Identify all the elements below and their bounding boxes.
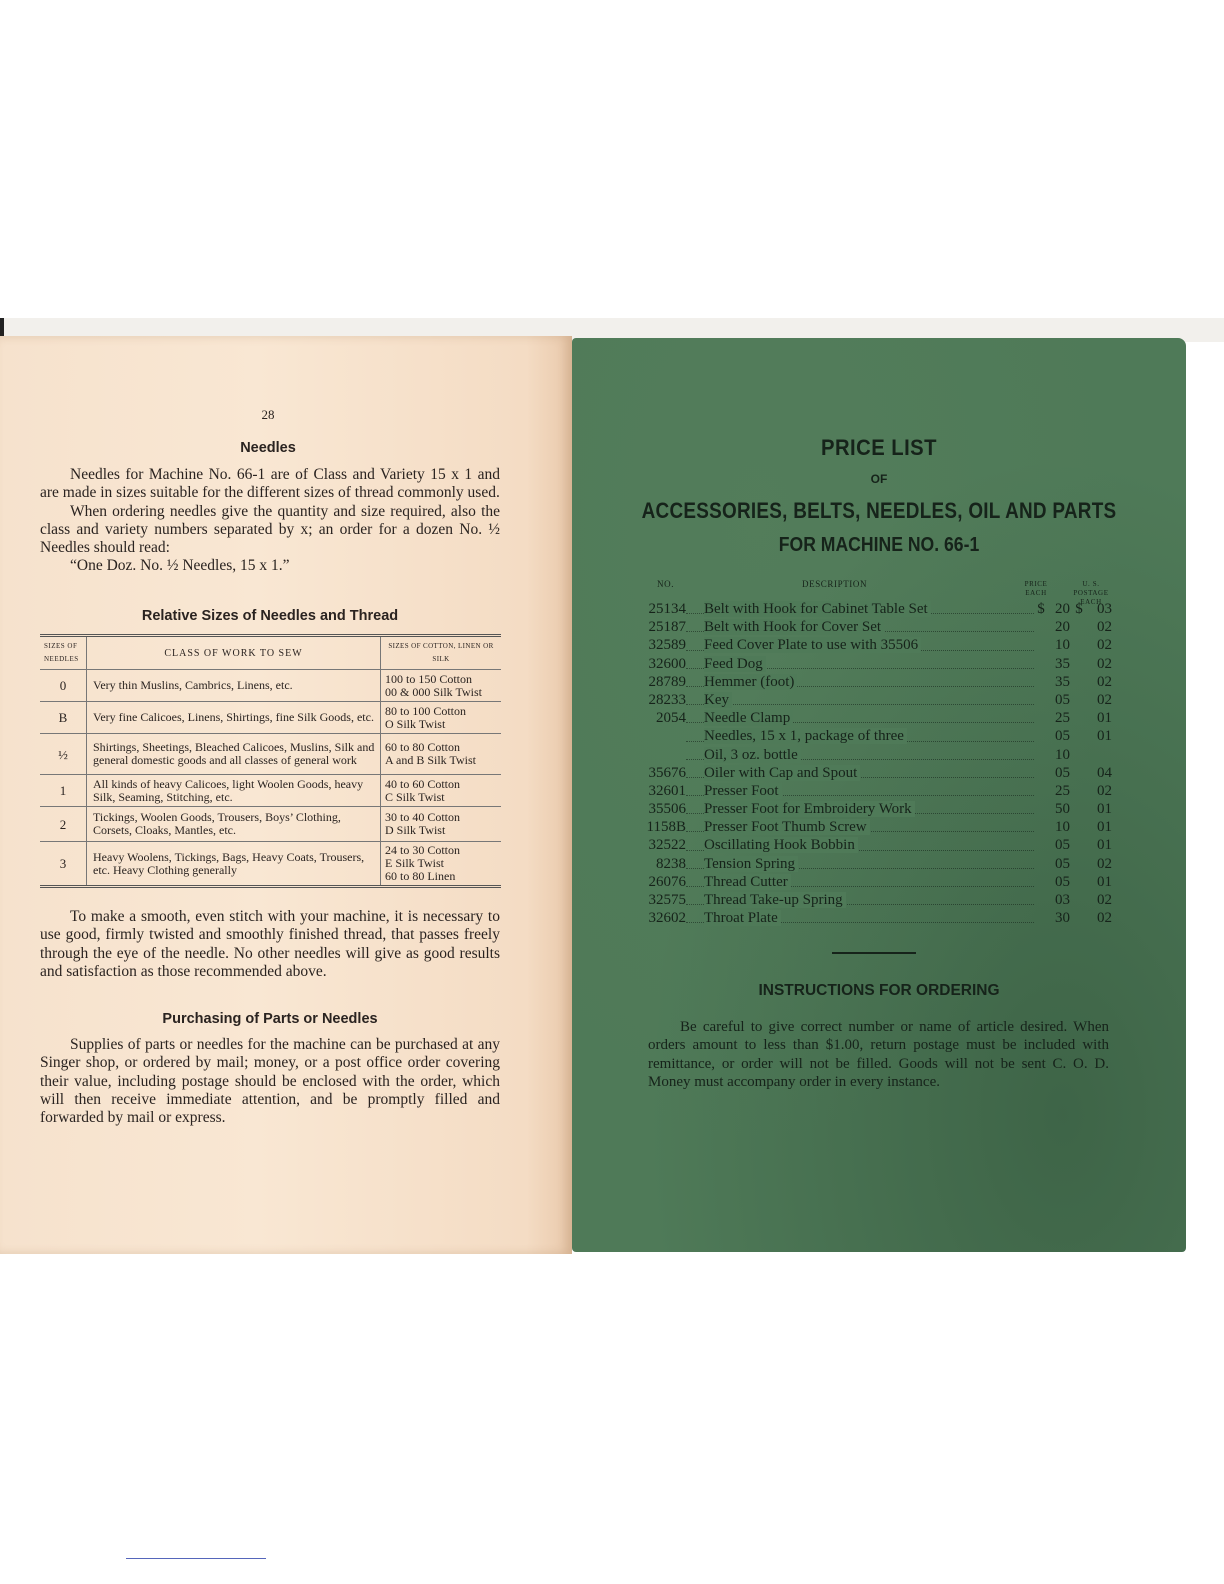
part-price: 05 xyxy=(1055,764,1070,781)
price-list-of: OF xyxy=(870,472,888,486)
table-row xyxy=(40,842,501,887)
price-dollar-sign xyxy=(1034,836,1048,854)
part-description: Presser Foot xyxy=(686,782,1034,800)
price-dollar-sign xyxy=(1034,764,1048,782)
postage-dollar-sign xyxy=(1070,836,1088,854)
part-number: 32522 xyxy=(648,837,686,854)
thread-sizes: 40 to 60 Cotton C Silk Twist xyxy=(381,775,502,807)
table-row xyxy=(40,734,501,775)
needle-size: 3 xyxy=(40,842,87,887)
part-number xyxy=(646,727,686,745)
thread-sizes: 60 to 80 Cotton A and B Silk Twist xyxy=(381,734,502,775)
column-header-price: PRICE EACH xyxy=(1024,580,1048,597)
needle-size: ½ xyxy=(40,734,87,775)
part-number: 35676 xyxy=(648,764,686,781)
part-number: 28233 xyxy=(648,691,686,708)
part-price: 25 xyxy=(1055,782,1070,799)
part-description: Throat Plate xyxy=(686,909,1034,927)
postage-dollar-sign xyxy=(1070,909,1088,927)
part-postage xyxy=(1088,746,1112,764)
part-postage: 01 xyxy=(1097,837,1112,854)
thread-sizes: 100 to 150 Cotton 00 & 000 Silk Twist xyxy=(381,670,502,702)
list-item xyxy=(646,836,1116,854)
part-postage: 01 xyxy=(1097,710,1112,727)
postage-dollar-sign xyxy=(1070,655,1088,673)
part-number: 28789 xyxy=(648,673,686,690)
price-dollar-sign xyxy=(1034,855,1048,873)
purchasing-text: Supplies of parts or needles for the machine can be purchased at any Singer shop, or ordered by mail; money, or a post office order covering their value, including postage should be enclosed with the order, which will then receive immediate attention, and be promptly filled and forwarded by mail or express. xyxy=(40,1036,500,1127)
part-price: 20 xyxy=(1055,619,1070,636)
heading-relative-sizes: Relative Sizes of Needles and Thread xyxy=(141,608,399,624)
purchasing-paragraph xyxy=(40,1036,500,1127)
list-item xyxy=(646,691,1116,709)
list-item xyxy=(646,818,1116,836)
intro-paragraph-2: When ordering needles give the quantity and size required, also the class and variety numbers separated by x; an order for a dozen No. ½ Needles should read: xyxy=(40,502,500,557)
price-dollar-sign xyxy=(1034,891,1048,909)
work-class: Very fine Calicoes, Linens, Shirtings, fine Silk Goods, etc. xyxy=(87,702,381,734)
needle-size: 1 xyxy=(40,775,87,807)
list-item xyxy=(646,600,1116,618)
left-page xyxy=(0,336,572,1254)
part-price: 10 xyxy=(1055,746,1070,763)
instructions-text: Be careful to give correct number or name of article desired. When orders amount to less than $1.00, return postage must be included with remittance, or order will not be filled. Goods will not be sent C. O. D. Money must accompany order in every instance. xyxy=(648,1019,1109,1090)
list-item xyxy=(646,709,1116,727)
intro-paragraph-3: “One Doz. No. ½ Needles, 15 x 1.” xyxy=(70,557,290,575)
price-dollar-sign xyxy=(1034,709,1048,727)
instructions-paragraph xyxy=(648,1018,1109,1091)
list-item xyxy=(646,764,1116,782)
price-dollar-sign: $ xyxy=(1037,601,1045,617)
list-item xyxy=(646,673,1116,691)
column-header-description: DESCRIPTION xyxy=(802,579,868,589)
list-item xyxy=(646,873,1116,891)
part-number: 32601 xyxy=(648,782,686,799)
price-dollar-sign xyxy=(1034,673,1048,691)
part-price: 50 xyxy=(1055,801,1070,818)
thread-sizes: 24 to 30 Cotton E Silk Twist 60 to 80 Linen xyxy=(381,842,502,887)
table-row xyxy=(40,670,501,702)
needle-size: 2 xyxy=(40,807,87,842)
part-number: 32575 xyxy=(648,892,686,908)
table-header-class: CLASS OF WORK TO SEW xyxy=(87,636,381,670)
postage-dollar-sign xyxy=(1070,855,1088,873)
right-page-price-list xyxy=(572,338,1186,1252)
postage-dollar-sign xyxy=(1070,673,1088,691)
needle-size: 0 xyxy=(40,670,87,702)
part-number: 8238 xyxy=(656,855,686,872)
list-item xyxy=(646,891,1116,909)
parts-list xyxy=(646,600,1116,927)
part-number: 32600 xyxy=(648,655,686,672)
section-divider xyxy=(832,952,916,954)
part-description: Belt with Hook for Cover Set xyxy=(686,618,1034,636)
work-class: Shirtings, Sheetings, Bleached Calicoes, Muslins, Silk and general domestic goods and all classes of general work xyxy=(87,734,381,775)
price-dollar-sign xyxy=(1034,636,1048,654)
table-header-sizes: SIZES OF NEEDLES xyxy=(40,636,87,670)
part-postage: 02 xyxy=(1097,782,1112,799)
part-number: 25187 xyxy=(648,619,686,636)
part-description: Hemmer (foot) xyxy=(686,673,1034,691)
part-description: Presser Foot Thumb Screw xyxy=(686,818,1034,836)
table-row xyxy=(40,702,501,734)
part-price: 05 xyxy=(1055,691,1070,708)
part-price: 10 xyxy=(1055,819,1070,836)
postage-dollar-sign xyxy=(1070,800,1088,818)
part-number: 2054 xyxy=(656,710,686,727)
postage-dollar-sign xyxy=(1070,873,1088,891)
part-number xyxy=(646,746,686,764)
part-price: 05 xyxy=(1055,837,1070,854)
footer-line xyxy=(126,1558,266,1559)
table-header-thread: SIZES OF COTTON, LINEN OR SILK xyxy=(381,636,502,670)
work-class: Tickings, Woolen Goods, Trousers, Boys’ Clothing, Corsets, Cloaks, Mantles, etc. xyxy=(87,807,381,842)
part-price: 30 xyxy=(1055,910,1070,927)
page-number: 28 xyxy=(261,407,275,422)
part-number: 35506 xyxy=(648,801,686,818)
price-dollar-sign xyxy=(1034,909,1048,927)
part-postage: 01 xyxy=(1097,873,1112,890)
part-price: 10 xyxy=(1055,637,1070,654)
price-dollar-sign xyxy=(1034,873,1048,891)
column-header-postage: U. S. POSTAGE EACH xyxy=(1073,580,1109,606)
needle-thread-table xyxy=(40,634,501,888)
postage-dollar-sign xyxy=(1070,891,1088,909)
price-list-title: PRICE LIST xyxy=(821,435,937,460)
thread-sizes: 30 to 40 Cotton D Silk Twist xyxy=(381,807,502,842)
part-postage: 02 xyxy=(1097,619,1112,636)
part-price: 20 xyxy=(1055,601,1070,617)
postage-dollar-sign xyxy=(1070,782,1088,800)
postage-dollar-sign xyxy=(1070,691,1088,709)
price-dollar-sign xyxy=(1034,746,1048,764)
list-item xyxy=(646,909,1116,927)
price-dollar-sign xyxy=(1034,691,1048,709)
postage-dollar-sign xyxy=(1070,618,1088,636)
table-row xyxy=(40,775,501,807)
list-item xyxy=(646,855,1116,873)
thread-sizes: 80 to 100 Cotton O Silk Twist xyxy=(381,702,502,734)
part-description: Belt with Hook for Cabinet Table Set xyxy=(686,600,1034,618)
work-class: Very thin Muslins, Cambrics, Linens, etc. xyxy=(87,670,381,702)
part-description: Key xyxy=(686,691,1034,709)
scan-edge-mark xyxy=(0,318,4,336)
part-postage: 02 xyxy=(1097,637,1112,654)
list-item xyxy=(646,655,1116,673)
instructions-heading: INSTRUCTIONS FOR ORDERING xyxy=(758,982,1000,999)
heading-purchasing: Purchasing of Parts or Needles xyxy=(162,1011,378,1027)
part-description: Presser Foot for Embroidery Work xyxy=(686,800,1034,818)
list-item xyxy=(646,727,1116,745)
part-description: Thread Cutter xyxy=(686,873,1034,891)
price-list-machine: FOR MACHINE NO. 66-1 xyxy=(778,534,980,556)
part-postage: 01 xyxy=(1097,801,1112,818)
price-dollar-sign xyxy=(1034,818,1048,836)
list-item xyxy=(646,782,1116,800)
part-description: Feed Cover Plate to use with 35506 xyxy=(686,636,1034,654)
postage-dollar-sign xyxy=(1070,764,1088,782)
part-postage: 02 xyxy=(1097,855,1112,872)
part-number: 1158B xyxy=(646,819,686,836)
part-price: 35 xyxy=(1055,655,1070,672)
list-item xyxy=(646,800,1116,818)
needles-intro xyxy=(40,466,500,576)
part-postage: 01 xyxy=(1097,819,1112,836)
postage-dollar-sign xyxy=(1070,727,1088,745)
part-description: Oiler with Cap and Spout xyxy=(686,764,1034,782)
part-price: 35 xyxy=(1055,673,1070,690)
price-dollar-sign xyxy=(1034,618,1048,636)
price-dollar-sign xyxy=(1034,782,1048,800)
part-number: 32589 xyxy=(648,637,686,654)
heading-needles: Needles xyxy=(240,440,296,456)
list-item xyxy=(646,636,1116,654)
price-list-subtitle: ACCESSORIES, BELTS, NEEDLES, OIL AND PARTS xyxy=(641,498,1117,523)
part-postage: 02 xyxy=(1097,910,1112,927)
part-description: Needle Clamp xyxy=(686,709,1034,727)
price-dollar-sign xyxy=(1034,800,1048,818)
part-number: 25134 xyxy=(648,601,686,617)
part-postage: 01 xyxy=(1097,728,1112,745)
part-postage: 04 xyxy=(1097,764,1112,781)
part-price: 05 xyxy=(1055,728,1070,745)
part-price: 05 xyxy=(1055,855,1070,872)
part-description: Needles, 15 x 1, package of three xyxy=(686,727,1034,745)
part-price: 25 xyxy=(1055,710,1070,727)
postage-dollar-sign xyxy=(1070,818,1088,836)
work-class: All kinds of heavy Calicoes, light Woolen Goods, heavy Silk, Seaming, Stitching, etc. xyxy=(87,775,381,807)
part-postage: 02 xyxy=(1097,655,1112,672)
part-postage: 02 xyxy=(1097,673,1112,690)
part-price: 05 xyxy=(1055,873,1070,890)
postage-dollar-sign xyxy=(1070,709,1088,727)
part-number: 26076 xyxy=(648,873,686,890)
work-class: Heavy Woolens, Tickings, Bags, Heavy Coats, Trousers, etc. Heavy Clothing generally xyxy=(87,842,381,887)
part-description: Thread Take-up Spring xyxy=(686,891,1034,909)
list-item xyxy=(646,618,1116,636)
postage-dollar-sign xyxy=(1070,636,1088,654)
needle-size: B xyxy=(40,702,87,734)
part-description: Tension Spring xyxy=(686,855,1034,873)
price-dollar-sign xyxy=(1034,655,1048,673)
postage-dollar-sign: $ xyxy=(1075,601,1083,617)
column-header-no: NO. xyxy=(657,579,675,589)
postage-dollar-sign xyxy=(1070,746,1088,764)
part-number: 32602 xyxy=(648,910,686,927)
stitch-text: To make a smooth, even stitch with your machine, it is necessary to use good, firmly twisted and smoothly finished thread, that passes freely through the eye of the needle. No other needles will give as good results and satisfaction as those recommended above. xyxy=(40,908,500,980)
part-description: Feed Dog xyxy=(686,655,1034,673)
part-postage: 02 xyxy=(1097,691,1112,708)
part-description: Oscillating Hook Bobbin xyxy=(686,836,1034,854)
stitch-paragraph xyxy=(40,908,500,981)
list-item xyxy=(646,746,1116,764)
part-price: 03 xyxy=(1055,892,1070,908)
part-description: Oil, 3 oz. bottle xyxy=(686,746,1034,764)
intro-paragraph-1: Needles for Machine No. 66-1 are of Class and Variety 15 x 1 and are made in sizes suitable for the different sizes of thread commonly used. xyxy=(40,466,500,502)
part-postage: 02 xyxy=(1097,892,1112,908)
part-postage: 03 xyxy=(1097,601,1112,617)
price-dollar-sign xyxy=(1034,727,1048,745)
table-row xyxy=(40,807,501,842)
